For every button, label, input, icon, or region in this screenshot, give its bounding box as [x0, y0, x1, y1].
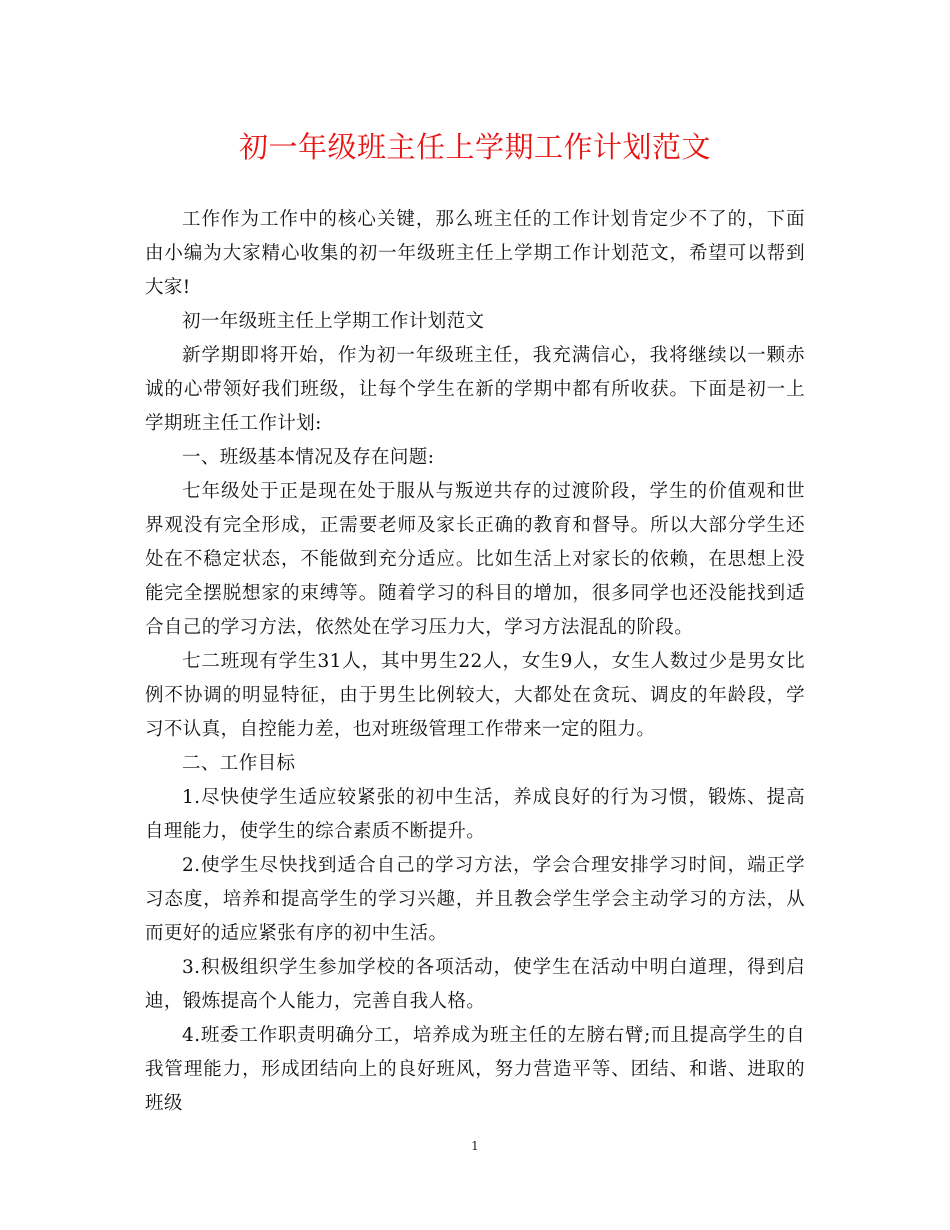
section-heading-1: 一、班级基本情况及存在问题:: [182, 447, 435, 468]
section-heading-2: 二、工作目标: [182, 753, 296, 774]
situation-paragraph: 七年级处于正是现在处于服从与叛逆共存的过渡阶段，学生的价值观和世界观没有完全形成，正需要老师及家长正确的教育和督导。所以大部分学生还处在不稳定状态，不能做到充分适应。比如生活上对家长的依赖，在思想上没能完全摆脱想家的束缚等。随着学习的科目的增加，很多同学也还没能找到适合自己的学习方法，依然处在学习压力大，学习方法混乱的阶段。: [145, 481, 805, 638]
document-title: 初一年级班主任上学期工作计划范文: [238, 130, 711, 164]
subtitle-paragraph: 初一年级班主任上学期工作计划范文: [182, 311, 485, 332]
goal-item-4: 4.班委工作职责明确分工，培养成为班主任的左膀右臂;而且提高学生的自我管理能力，形成团结向上的良好班风，努力营造平等、团结、和谐、进取的班级: [145, 1025, 805, 1114]
page-number: 1: [471, 1139, 479, 1153]
goal-item-2: 2.使学生尽快找到适合自己的学习方法，学会合理安排学习时间，端正学习态度，培养和提高学生的学习兴趣，并且教会学生学会主动学习的方法，从而更好的适应紧张有序的初中生活。: [145, 855, 805, 944]
class-stats-paragraph: 七二班现有学生31人，其中男生22人，女生9人，女生人数过少是男女比例不协调的明显特征，由于男生比例较大，大都处在贪玩、调皮的年龄段，学习不认真，自控能力差，也对班级管理工作带来一定的阻力。: [145, 651, 805, 740]
goal-item-3: 3.积极组织学生参加学校的各项活动，使学生在活动中明白道理，得到启迪，锻炼提高个人能力，完善自我人格。: [145, 957, 805, 1012]
intro-paragraph: 工作作为工作中的核心关键，那么班主任的工作计划肯定少不了的，下面由小编为大家精心收集的初一年级班主任上学期工作计划范文，希望可以帮到大家!: [145, 209, 805, 298]
goal-item-1: 1.尽快使学生适应较紧张的初中生活，养成良好的行为习惯，锻炼、提高自理能力，使学生的综合素质不断提升。: [145, 787, 805, 842]
opening-paragraph: 新学期即将开始，作为初一年级班主任，我充满信心，我将继续以一颗赤诚的心带领好我们班级，让每个学生在新的学期中都有所收获。下面是初一上学期班主任工作计划:: [145, 345, 805, 434]
document-body: [145, 203, 805, 1121]
